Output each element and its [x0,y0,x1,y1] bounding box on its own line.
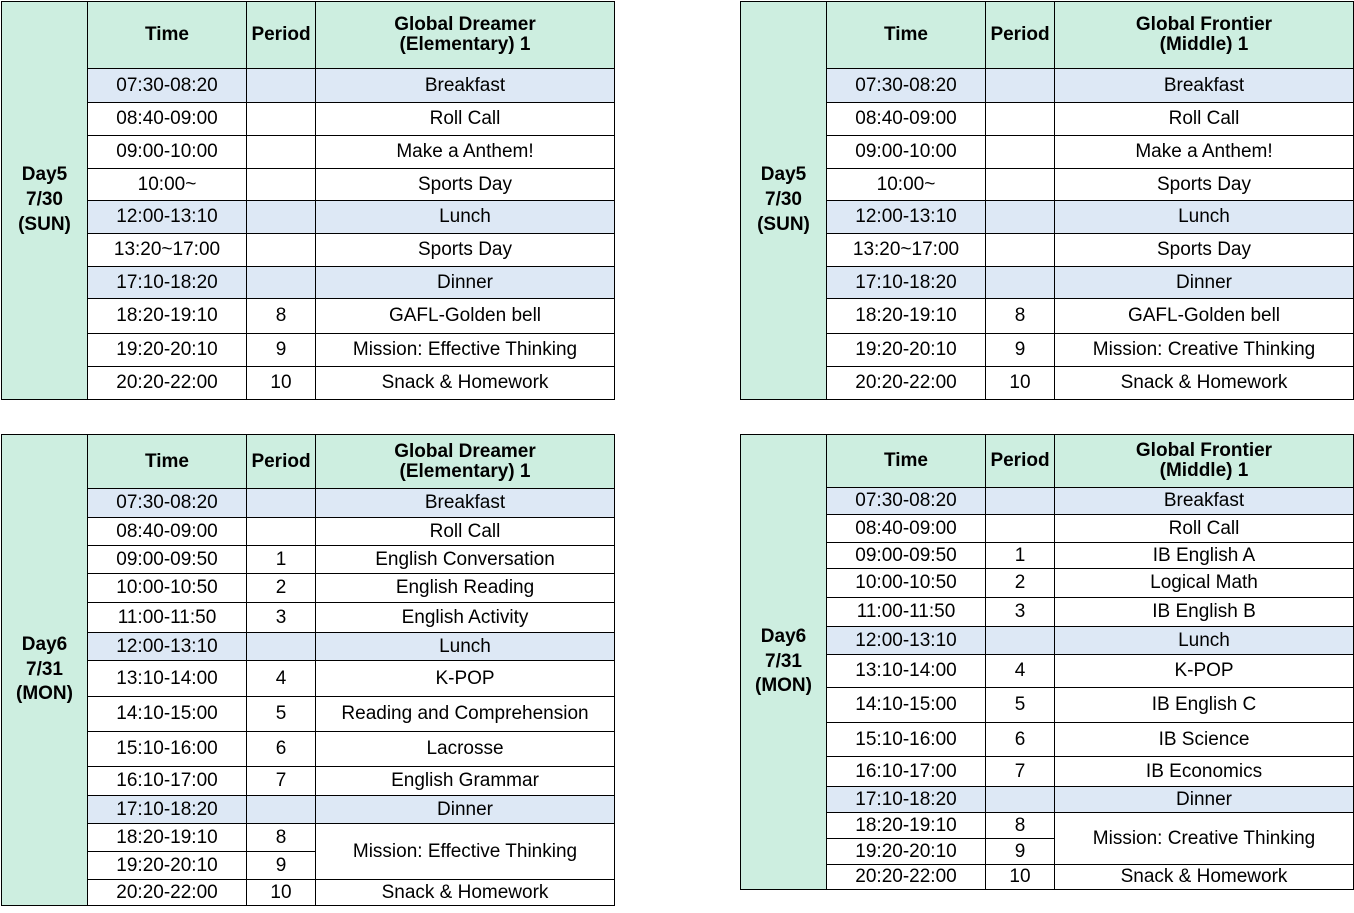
time-cell: 09:00-10:00 [88,136,247,169]
schedule-row [741,367,1354,400]
period-cell: 9 [986,839,1055,865]
schedule-row [2,299,615,334]
program-header [316,2,615,69]
time-cell: 12:00-13:10 [88,201,247,234]
program-level: (Elementary) 1 [399,460,531,482]
meal-row [741,69,1354,103]
day-date: 7/30 [765,189,802,211]
period-cell [247,518,316,546]
activity-cell: Snack & Homework [1055,367,1354,400]
activity-cell: Sports Day [1055,169,1354,201]
activity-cell: Dinner [316,796,615,824]
schedule-row [2,169,615,201]
time-cell: 07:30-08:20 [88,69,247,103]
schedule-row [2,518,615,546]
time-cell: 11:00-11:50 [827,598,986,627]
time-cell: 19:20-20:10 [827,839,986,865]
activity-cell: Make a Anthem! [316,136,615,169]
period-header: Period [247,435,316,489]
meal-row [2,489,615,518]
activity-cell: Roll Call [316,518,615,546]
activity-cell: Sports Day [316,234,615,267]
meal-row [741,627,1354,655]
time-cell: 07:30-08:20 [827,488,986,515]
period-header: Period [986,435,1055,488]
header-row [741,2,1354,69]
activity-cell: Roll Call [316,103,615,136]
schedule-row [741,813,1354,839]
time-cell: 07:30-08:20 [827,69,986,103]
day-weekday: (MON) [16,683,73,705]
period-cell: 3 [247,603,316,633]
period-cell [986,69,1055,103]
header-row [2,2,615,69]
period-cell: 10 [247,880,316,906]
activity-cell: English Reading [316,574,615,603]
period-cell: 7 [986,757,1055,787]
activity-cell: Roll Call [1055,103,1354,136]
time-cell: 16:10-17:00 [827,757,986,787]
activity-cell: IB Economics [1055,757,1354,787]
activity-cell: Dinner [1055,267,1354,299]
time-header: Time [88,2,247,69]
time-cell: 12:00-13:10 [827,201,986,234]
time-cell: 10:00-10:50 [827,569,986,598]
time-cell: 09:00-09:50 [88,546,247,574]
time-cell: 10:00~ [88,169,247,201]
period-cell [986,169,1055,201]
period-cell [986,787,1055,813]
activity-cell: Breakfast [316,69,615,103]
schedule-row [2,334,615,367]
time-cell: 18:20-19:10 [88,299,247,334]
program-level: (Middle) 1 [1159,34,1249,55]
time-cell: 08:40-09:00 [827,515,986,543]
activity-cell: Lunch [1055,201,1354,234]
period-cell [986,515,1055,543]
activity-cell: IB English A [1055,543,1354,569]
time-cell: 20:20-22:00 [827,865,986,890]
activity-cell: Sports Day [1055,234,1354,267]
activity-cell: K-POP [1055,655,1354,688]
period-cell: 9 [247,334,316,367]
period-cell [247,103,316,136]
time-cell: 11:00-11:50 [88,603,247,633]
activity-cell: Mission: Creative Thinking [1055,334,1354,367]
period-cell [247,796,316,824]
period-cell [247,136,316,169]
activity-cell: Mission: Effective Thinking [316,824,615,880]
schedule-row [2,103,615,136]
period-cell: 6 [986,723,1055,757]
time-cell: 10:00-10:50 [88,574,247,603]
time-cell: 07:30-08:20 [88,489,247,518]
time-cell: 15:10-16:00 [827,723,986,757]
period-cell: 3 [986,598,1055,627]
period-header: Period [247,2,316,69]
schedule-row [2,697,615,732]
activity-cell: Dinner [1055,787,1354,813]
schedule-row [2,824,615,852]
time-cell: 18:20-19:10 [88,824,247,852]
activity-cell: IB English B [1055,598,1354,627]
period-cell: 10 [986,865,1055,890]
header-row [741,435,1354,488]
period-cell: 2 [247,574,316,603]
period-cell [986,267,1055,299]
program-header [1055,435,1354,488]
day6-frontier-table [740,434,1354,890]
schedule-row [741,723,1354,757]
time-cell: 08:40-09:00 [88,103,247,136]
activity-cell: IB English C [1055,688,1354,723]
time-cell: 13:20~17:00 [88,234,247,267]
time-cell: 09:00-10:00 [827,136,986,169]
period-cell [986,234,1055,267]
time-cell: 14:10-15:00 [827,688,986,723]
time-header: Time [827,435,986,488]
time-cell: 19:20-20:10 [88,852,247,880]
period-cell: 1 [986,543,1055,569]
period-cell: 10 [247,367,316,400]
schedule-row [2,661,615,697]
time-cell: 20:20-22:00 [88,367,247,400]
period-cell [247,489,316,518]
period-cell: 5 [247,697,316,732]
activity-cell: English Conversation [316,546,615,574]
day-weekday: (SUN) [757,213,810,235]
period-cell [986,488,1055,515]
schedule-row [741,515,1354,543]
activity-cell: Roll Call [1055,515,1354,543]
period-cell [247,201,316,234]
period-cell [986,103,1055,136]
period-cell: 5 [986,688,1055,723]
activity-cell: Breakfast [1055,69,1354,103]
activity-cell: GAFL-Golden bell [1055,299,1354,334]
day-label-cell [741,2,827,400]
program-name: Global Dreamer [394,14,536,36]
day-weekday: (SUN) [18,213,71,235]
day5-frontier-table [740,1,1354,400]
schedule-row [741,757,1354,787]
period-header: Period [986,2,1055,69]
period-cell: 4 [247,661,316,697]
time-cell: 13:20~17:00 [827,234,986,267]
time-cell: 16:10-17:00 [88,767,247,796]
meal-row [2,201,615,234]
schedule-row [2,367,615,400]
time-cell: 17:10-18:20 [88,796,247,824]
activity-cell: Logical Math [1055,569,1354,598]
time-cell: 17:10-18:20 [88,267,247,299]
time-cell: 08:40-09:00 [88,518,247,546]
program-name: Global Frontier [1135,14,1273,36]
schedule-row [741,688,1354,723]
schedule-row [2,880,615,906]
meal-row [741,488,1354,515]
schedule-row [741,569,1354,598]
meal-row [2,69,615,103]
time-header: Time [827,2,986,69]
schedule-row [741,234,1354,267]
program-name: Global Frontier [1135,440,1273,462]
program-header [316,435,615,489]
program-header [1055,2,1354,69]
time-cell: 08:40-09:00 [827,103,986,136]
meal-row [741,787,1354,813]
time-cell: 20:20-22:00 [827,367,986,400]
day-label-cell [2,2,88,400]
time-cell: 14:10-15:00 [88,697,247,732]
activity-cell: K-POP [316,661,615,697]
activity-cell: Mission: Creative Thinking [1055,813,1354,865]
day-label-cell [2,435,88,906]
day-label: Day5 [760,164,807,186]
header-row [2,435,615,489]
day-date: 7/30 [26,189,63,211]
program-level: (Middle) 1 [1159,460,1249,481]
period-cell: 9 [986,334,1055,367]
activity-cell: Breakfast [316,489,615,518]
day-label: Day6 [21,633,68,655]
period-cell: 4 [986,655,1055,688]
activity-cell: Mission: Effective Thinking [316,334,615,367]
period-cell [986,136,1055,169]
day-date: 7/31 [26,658,63,680]
period-cell [986,201,1055,234]
schedule-row [2,546,615,574]
period-cell: 1 [247,546,316,574]
day-label: Day6 [760,625,807,647]
meal-row [2,267,615,299]
period-cell: 8 [986,813,1055,839]
period-cell: 6 [247,732,316,767]
time-cell: 19:20-20:10 [827,334,986,367]
period-cell [247,633,316,661]
time-cell: 19:20-20:10 [88,334,247,367]
day-label-cell [741,435,827,890]
schedule-row [741,103,1354,136]
period-cell [986,627,1055,655]
activity-cell: English Activity [316,603,615,633]
schedule-row [2,136,615,169]
period-cell [247,234,316,267]
schedule-row [741,136,1354,169]
activity-cell: Snack & Homework [316,367,615,400]
period-cell: 8 [247,299,316,334]
day-weekday: (MON) [755,675,812,697]
activity-cell: Snack & Homework [316,880,615,906]
program-name: Global Dreamer [394,440,536,462]
period-cell: 2 [986,569,1055,598]
activity-cell: Lacrosse [316,732,615,767]
meal-row [741,201,1354,234]
time-cell: 13:10-14:00 [88,661,247,697]
schedule-row [741,865,1354,890]
day6-dreamer-table [1,434,615,906]
schedule-row [741,334,1354,367]
time-cell: 18:20-19:10 [827,813,986,839]
period-cell [247,69,316,103]
schedule-row [741,299,1354,334]
schedule-row [741,169,1354,201]
activity-cell: Dinner [316,267,615,299]
meal-row [2,633,615,661]
time-cell: 15:10-16:00 [88,732,247,767]
time-cell: 09:00-09:50 [827,543,986,569]
period-cell [247,169,316,201]
time-header: Time [88,435,247,489]
time-cell: 12:00-13:10 [827,627,986,655]
activity-cell: IB Science [1055,723,1354,757]
schedule-row [2,234,615,267]
time-cell: 18:20-19:10 [827,299,986,334]
period-cell: 9 [247,852,316,880]
schedule-row [2,767,615,796]
time-cell: 10:00~ [827,169,986,201]
activity-cell: Lunch [316,201,615,234]
period-cell: 7 [247,767,316,796]
time-cell: 17:10-18:20 [827,267,986,299]
activity-cell: GAFL-Golden bell [316,299,615,334]
activity-cell: Lunch [316,633,615,661]
schedule-row [2,574,615,603]
time-cell: 20:20-22:00 [88,880,247,906]
period-cell: 8 [986,299,1055,334]
period-cell: 8 [247,824,316,852]
activity-cell: Lunch [1055,627,1354,655]
schedule-row [2,732,615,767]
activity-cell: Sports Day [316,169,615,201]
time-cell: 12:00-13:10 [88,633,247,661]
activity-cell: Breakfast [1055,488,1354,515]
meal-row [2,796,615,824]
schedule-row [741,543,1354,569]
day-date: 7/31 [765,650,802,672]
activity-cell: Make a Anthem! [1055,136,1354,169]
meal-row [741,267,1354,299]
activity-cell: Snack & Homework [1055,865,1354,890]
period-cell [247,267,316,299]
schedule-row [741,598,1354,627]
activity-cell: English Grammar [316,767,615,796]
time-cell: 17:10-18:20 [827,787,986,813]
period-cell: 10 [986,367,1055,400]
time-cell: 13:10-14:00 [827,655,986,688]
day5-dreamer-table [1,1,615,400]
schedule-row [2,603,615,633]
day-label: Day5 [21,164,68,186]
activity-cell: Reading and Comprehension [316,697,615,732]
schedule-row [741,655,1354,688]
program-level: (Elementary) 1 [399,34,531,55]
